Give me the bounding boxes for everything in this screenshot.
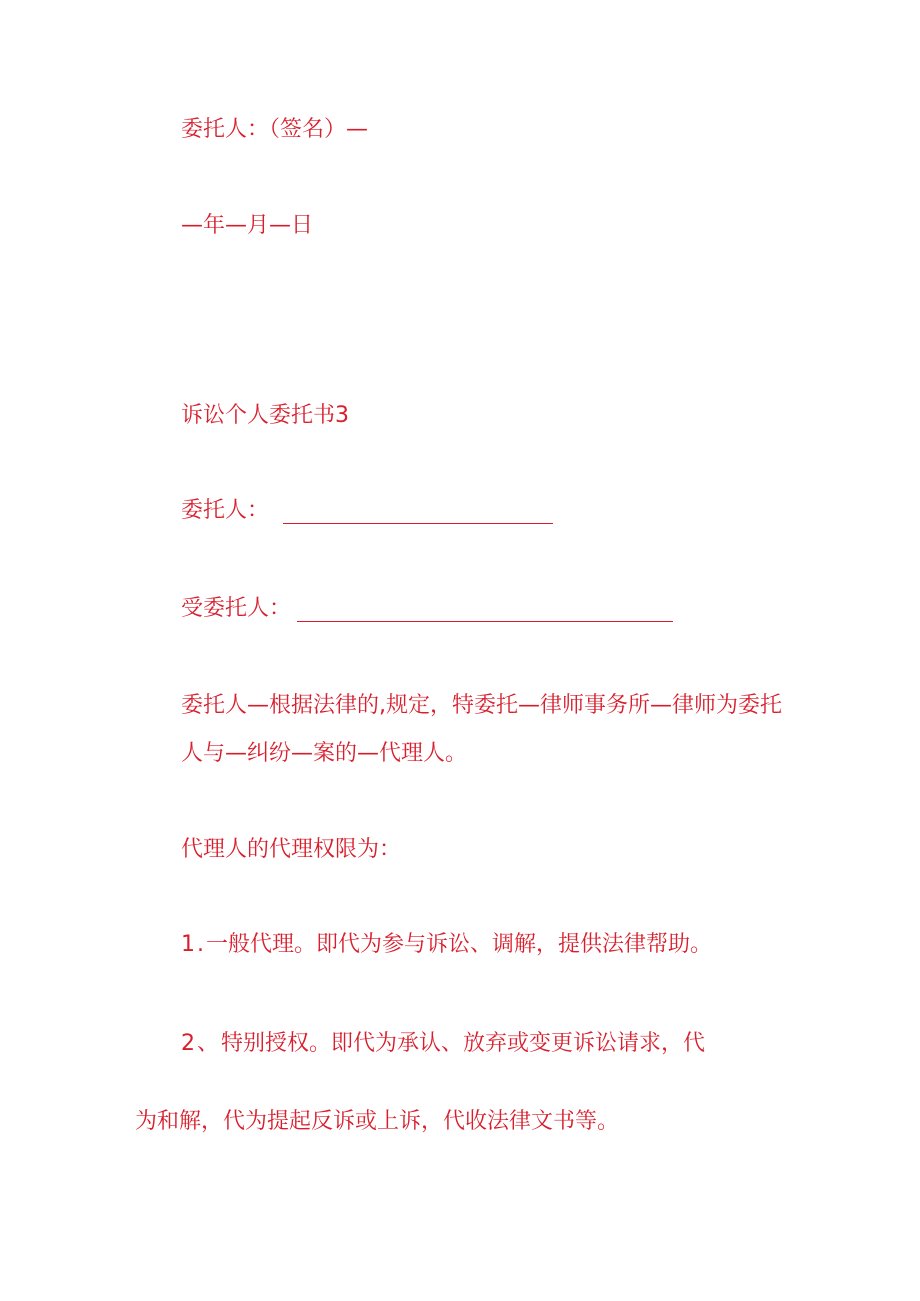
- list-item-2-number: 2、: [181, 1031, 221, 1056]
- list-item-1-number: 1.: [181, 932, 206, 957]
- list-item-1: [181, 932, 712, 958]
- principal-label: 委托人：: [181, 498, 270, 523]
- paragraph-1-line-2: 人与—纠纷—案的—代理人。: [181, 741, 468, 766]
- list-item-2-text: 特别授权。即代为承认、放弃或变更诉讼请求，代: [221, 1031, 706, 1056]
- list-item-1-text: 一般代理。即代为参与诉讼、调解，提供法律帮助。: [206, 932, 713, 957]
- principal-field: [181, 498, 553, 524]
- signature-line: 委托人：（签名）—: [181, 117, 369, 142]
- paragraph-1-line-1: 委托人—根据法律的,规定，特委托—律师事务所—律师为委托: [181, 693, 782, 718]
- agent-field: [181, 596, 673, 622]
- list-item-2: [181, 1031, 705, 1057]
- agent-label: 受委托人：: [181, 596, 292, 621]
- agent-blank: [297, 601, 673, 622]
- list-item-2-continuation: 为和解，代为提起反诉或上诉，代收法律文书等。: [135, 1109, 620, 1134]
- document-title: 诉讼个人委托书3: [181, 403, 349, 428]
- date-line: —年—月—日: [181, 213, 314, 238]
- principal-blank: [283, 503, 553, 524]
- scope-heading: 代理人的代理权限为：: [181, 837, 402, 862]
